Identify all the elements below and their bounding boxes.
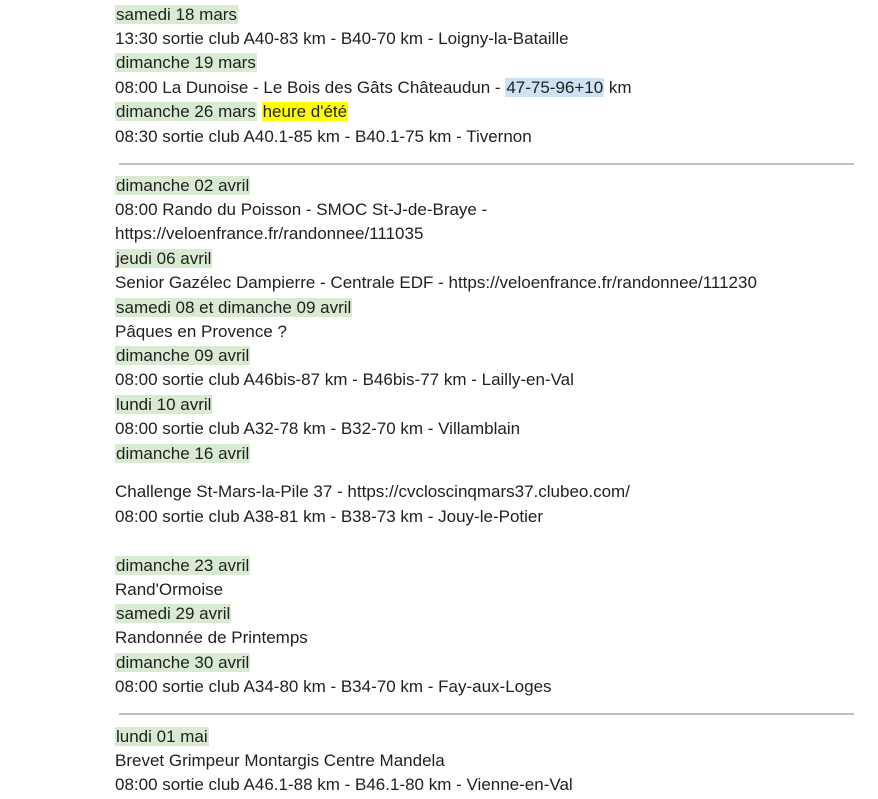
section-divider: [119, 163, 854, 165]
date-heading: dimanche 26 mars heure d'été: [116, 102, 348, 121]
event-line: 08:00 Rando du Poisson - SMOC St-J-de-Braye -: [115, 200, 488, 219]
date-heading: dimanche 19 mars: [116, 53, 256, 72]
event-line: Brevet Grimpeur Montargis Centre Mandela: [115, 751, 445, 770]
event-line: 08:30 sortie club A40.1-85 km - B40.1-75 km - Tivernon: [115, 127, 532, 146]
selected-text[interactable]: 47-75-96+10: [506, 78, 604, 97]
date-heading: dimanche 30 avril: [116, 653, 250, 672]
event-line: Challenge St-Mars-la-Pile 37 - https://cvcloscinqmars37.clubeo.com/: [115, 482, 630, 501]
date-heading: samedi 18 mars: [116, 5, 237, 24]
event-line: Randonnée de Printemps: [115, 628, 308, 647]
event-line: Rand'Ormoise: [115, 580, 224, 599]
event-line: 13:30 sortie club A40-83 km - B40-70 km - Loigny-la-Bataille: [115, 29, 569, 48]
event-link[interactable]: https://veloenfrance.fr/randonnee/111035: [115, 224, 424, 243]
date-heading: dimanche 02 avril: [116, 176, 250, 195]
date-heading: samedi 08 et dimanche 09 avril: [116, 298, 352, 317]
date-heading: dimanche 16 avril: [116, 444, 250, 463]
date-heading: lundi 10 avril: [116, 395, 212, 414]
date-heading: jeudi 06 avril: [116, 249, 212, 268]
date-heading: dimanche 09 avril: [116, 346, 250, 365]
date-heading: dimanche 23 avril: [116, 556, 250, 575]
event-line: 08:00 sortie club A46bis-87 km - B46bis-77 km - Lailly-en-Val: [115, 370, 574, 389]
event-line: Senior Gazélec Dampierre - Centrale EDF - https://veloenfrance.fr/randonnee/111230: [115, 273, 757, 292]
event-line: 08:00 sortie club A46.1-88 km - B46.1-80 km - Vienne-en-Val: [115, 775, 573, 794]
date-heading: samedi 29 avril: [116, 604, 231, 623]
event-line: Pâques en Provence ?: [115, 322, 288, 341]
event-line: 08:00 sortie club A34-80 km - B34-70 km - Fay-aux-Loges: [115, 677, 552, 696]
event-line: 08:00 sortie club A38-81 km - B38-73 km - Jouy-le-Potier: [115, 507, 544, 526]
highlight-note: heure d'été: [262, 102, 348, 121]
date-heading: lundi 01 mai: [116, 727, 208, 746]
event-line: 08:00 sortie club A32-78 km - B32-70 km - Villamblain: [115, 419, 521, 438]
event-line: 08:00 La Dunoise - Le Bois des Gâts Châteaudun - 47-75-96+10 km: [115, 78, 632, 97]
section-divider: [119, 713, 854, 715]
